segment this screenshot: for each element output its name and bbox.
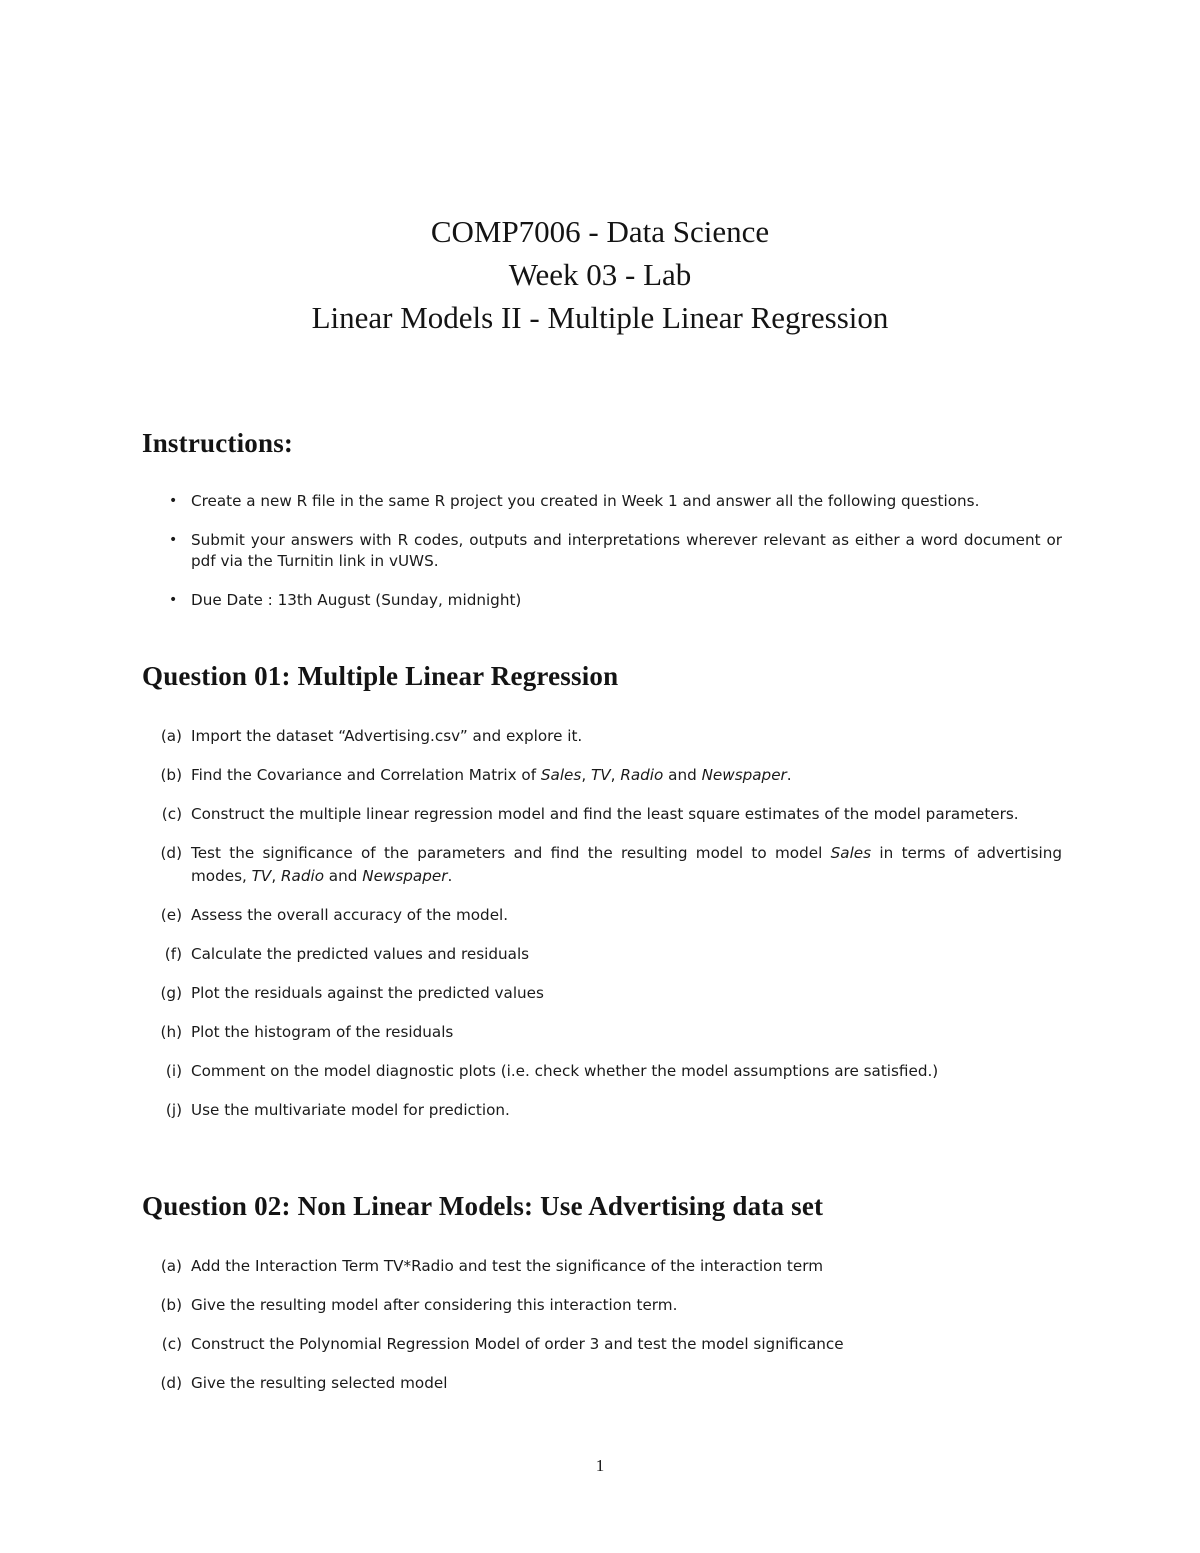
list-item: (b) Find the Covariance and Correlation Matrix of Sales, TV, Radio and Newspaper. [160,766,792,784]
topic-title: Linear Models II - Multiple Linear Regression [311,300,889,335]
course-title: COMP7006 - Data Science [430,214,770,249]
bullet-icon: • [169,493,178,509]
document-title [0,210,1200,339]
list-item: (i) Comment on the model diagnostic plots (i.e. check whether the model assumptions are satisfied.) [165,1062,939,1080]
list-item: (j) Use the multivariate model for prediction. [165,1101,510,1119]
page-number: 1 [595,1456,605,1475]
list-item: (h) Plot the histogram of the residuals [160,1023,454,1041]
bullet-icon: • [169,592,178,608]
list-item: • Submit your answers with R codes, outputs and interpretations wherever relevant as either a word document or pdf via the Turnitin link in vUWS. [169,531,1062,570]
question-01-section [142,661,1062,1138]
list-item: (c) Construct the multiple linear regression model and find the least square estimates of the model parameters. [161,805,1019,823]
question-02-heading: Question 02: Non Linear Models: Use Advertising data set [142,1191,824,1221]
question-02-section [142,1191,1062,1411]
list-item: (e) Assess the overall accuracy of the model. [160,906,509,924]
list-item: • Create a new R file in the same R project you created in Week 1 and answer all the following questions. [169,492,980,510]
list-item: (b) Give the resulting model after considering this interaction term. [160,1296,678,1314]
bullet-icon: • [169,532,178,548]
list-item: (d) Test the significance of the parameters and find the resulting model to model Sales in terms of advertising modes, TV, Radio and Newspaper. [160,844,1062,885]
question-02-list [142,1255,1062,1395]
list-item: (a) Add the Interaction Term TV*Radio and test the significance of the interaction term [160,1257,823,1275]
list-item: (g) Plot the residuals against the predicted values [160,984,544,1002]
list-item: • Due Date : 13th August (Sunday, midnight) [169,591,522,609]
instructions-section [142,428,1062,629]
instructions-list [142,491,1062,611]
week-title: Week 03 - Lab [508,257,692,292]
instructions-heading: Instructions: [142,428,294,458]
list-item: (f) Calculate the predicted values and residuals [164,945,530,963]
list-item: (d) Give the resulting selected model [160,1374,448,1392]
question-01-heading: Question 01: Multiple Linear Regression [142,661,619,691]
list-item: (a) Import the dataset “Advertising.csv” and explore it. [160,727,583,745]
question-01-list [142,725,1062,1122]
list-item: (c) Construct the Polynomial Regression Model of order 3 and test the model significance [161,1335,844,1353]
